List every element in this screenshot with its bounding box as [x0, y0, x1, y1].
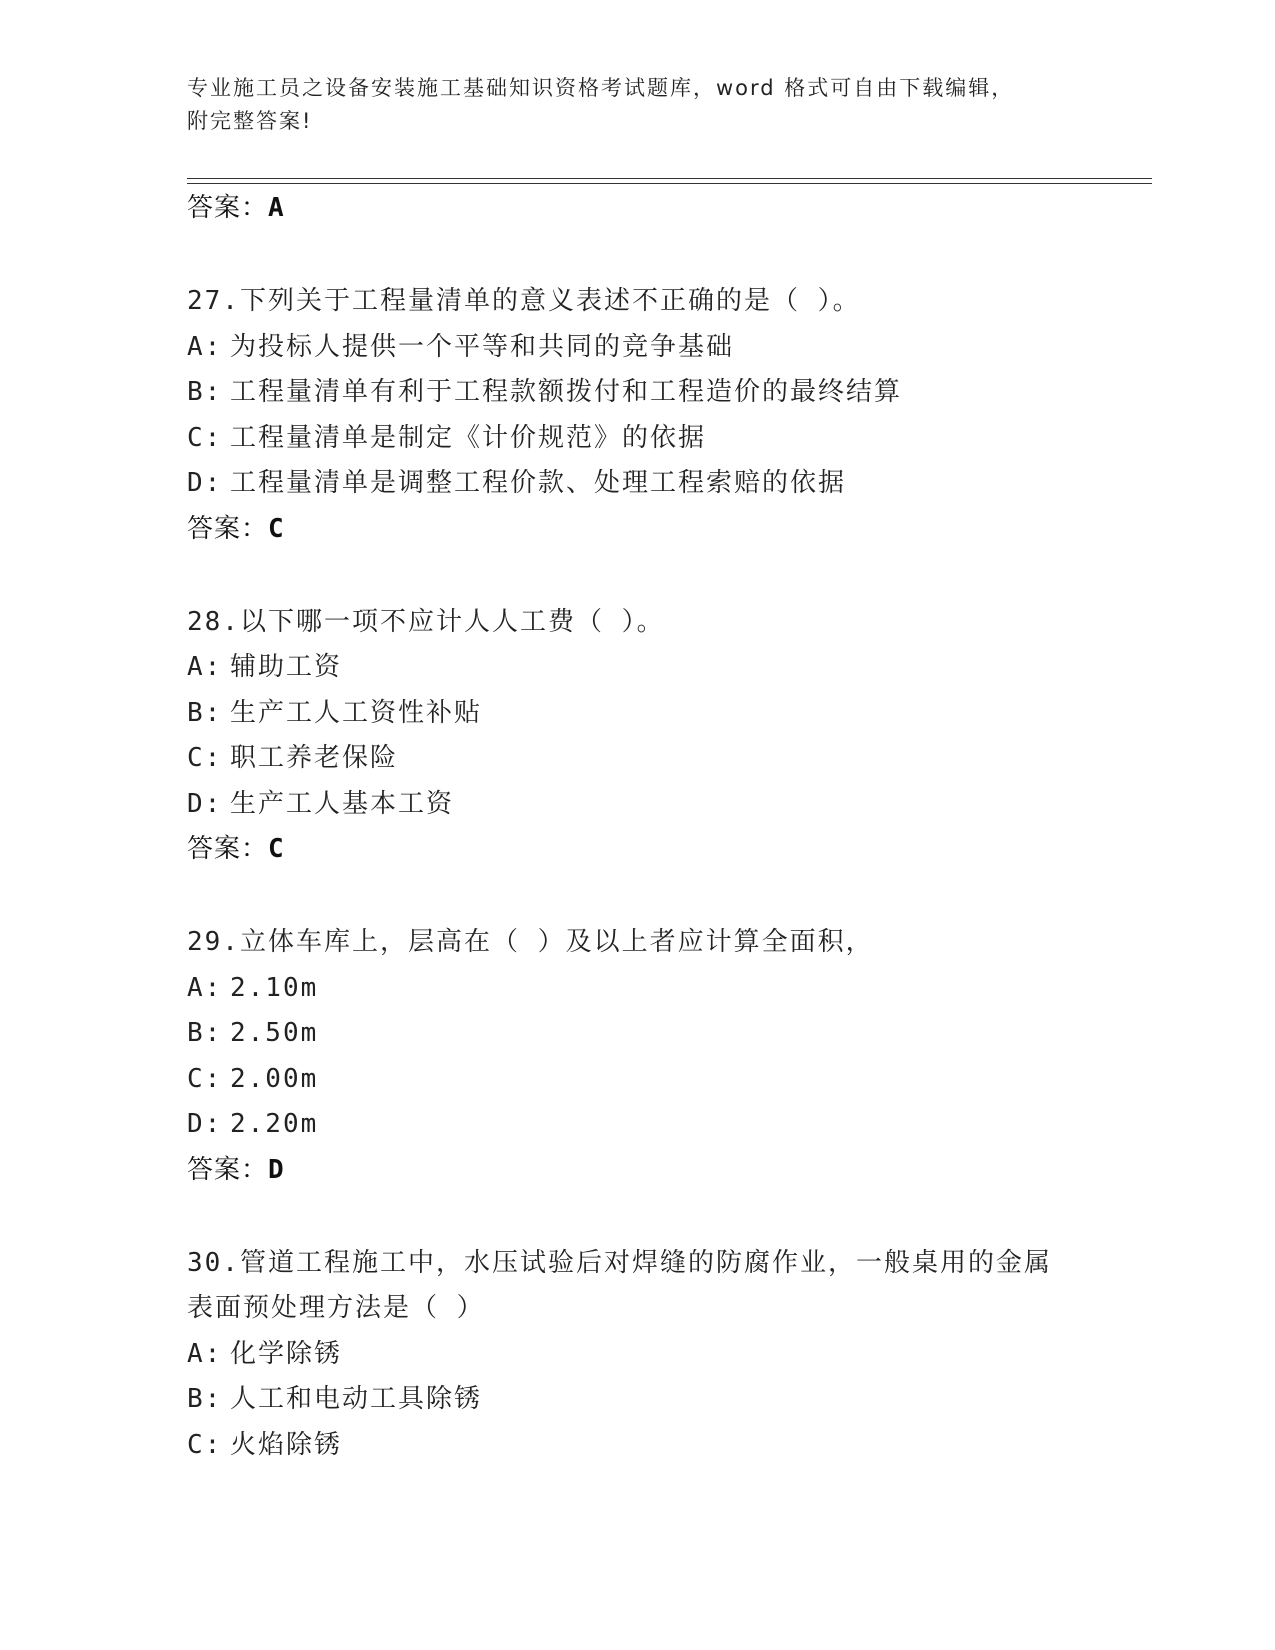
option-text: 2.10m: [230, 972, 319, 1003]
question-stem: 27.下列关于工程量清单的意义表述不正确的是（ ）。: [187, 286, 861, 316]
option-b: [187, 1011, 1147, 1057]
header-divider-top: [187, 178, 1152, 179]
option-key: C:: [187, 743, 223, 773]
option-key: A:: [187, 652, 223, 682]
question-29: [187, 920, 1147, 1193]
header-line-2: 附完整答案!: [187, 109, 313, 133]
option-text: 2.00m: [230, 1063, 319, 1094]
option-b: [187, 370, 1147, 416]
question-stem: 30.管道工程施工中，水压试验后对焊缝的防腐作业，一般桌用的金属: [187, 1247, 1052, 1278]
option-key: D:: [187, 1109, 223, 1139]
question-28: [187, 600, 1147, 873]
question-30: [187, 1241, 1147, 1469]
option-c: [187, 736, 1147, 782]
answer-label: 答案：: [187, 513, 269, 544]
option-text: 化学除锈: [230, 1338, 343, 1369]
answer-line: [187, 507, 1147, 552]
answer-line: [187, 827, 1147, 872]
option-a: [187, 1332, 1147, 1378]
option-c: [187, 416, 1147, 462]
question-27: [187, 279, 1147, 552]
option-text: 为投标人提供一个平等和共同的竞争基础: [230, 331, 735, 362]
option-a: [187, 645, 1147, 691]
option-key: B:: [187, 697, 223, 728]
answer-value: C: [268, 513, 285, 544]
option-a: [187, 325, 1147, 371]
option-a: [187, 966, 1147, 1012]
answer-label: 答案：: [187, 834, 269, 864]
question-list: [187, 186, 1147, 1468]
option-key: B:: [187, 1018, 223, 1048]
option-key: A:: [187, 1338, 223, 1369]
answer-label: 答案：: [187, 1154, 269, 1185]
answer-line: [187, 186, 1147, 231]
header-divider-bottom: [187, 183, 1152, 184]
option-key: C:: [187, 422, 223, 453]
option-c: [187, 1057, 1147, 1103]
option-key: B:: [187, 377, 223, 407]
answer-line: [187, 1148, 1147, 1193]
option-text: 2.50m: [230, 1018, 319, 1048]
option-c: [187, 1423, 1147, 1469]
option-key: A:: [187, 972, 223, 1003]
option-key: D:: [187, 468, 223, 498]
option-text: 辅助工资: [230, 652, 343, 682]
option-d: [187, 1102, 1147, 1148]
document-header: [187, 72, 1087, 138]
answer-value: D: [268, 1154, 285, 1185]
option-text: 火焰除锈: [230, 1429, 343, 1460]
option-text: 2.20m: [230, 1109, 319, 1139]
option-d: [187, 461, 1147, 507]
option-text: 生产工人工资性补贴: [230, 697, 483, 728]
option-text: 职工养老保险: [230, 743, 399, 773]
question-stem-continued: 表面预处理方法是（ ）: [187, 1293, 485, 1323]
option-key: A:: [187, 331, 223, 362]
option-b: [187, 1377, 1147, 1423]
option-text: 工程量清单是调整工程价款、处理工程索赔的依据: [230, 468, 847, 498]
answer-value: C: [268, 834, 285, 864]
question-stem: 28.以下哪一项不应计人人工费（ ）。: [187, 606, 665, 637]
answer-label: 答案：: [187, 193, 269, 223]
option-key: C:: [187, 1429, 223, 1460]
question-stem: 29.立体车库上，层高在（ ）及以上者应计算全面积，: [187, 927, 874, 957]
option-d: [187, 782, 1147, 828]
option-key: B:: [187, 1384, 223, 1414]
option-b: [187, 691, 1147, 737]
option-text: 工程量清单是制定《计价规范》的依据: [230, 422, 707, 453]
option-text: 人工和电动工具除锈: [230, 1384, 483, 1414]
option-key: C:: [187, 1063, 223, 1094]
option-text: 生产工人基本工资: [230, 788, 455, 819]
option-text: 工程量清单有利于工程款额拨付和工程造价的最终结算: [230, 377, 903, 407]
answer-value: A: [268, 193, 285, 223]
option-key: D:: [187, 788, 223, 819]
header-line-1: 专业施工员之设备安装施工基础知识资格考试题库，word 格式可自由下载编辑，: [187, 76, 1015, 100]
